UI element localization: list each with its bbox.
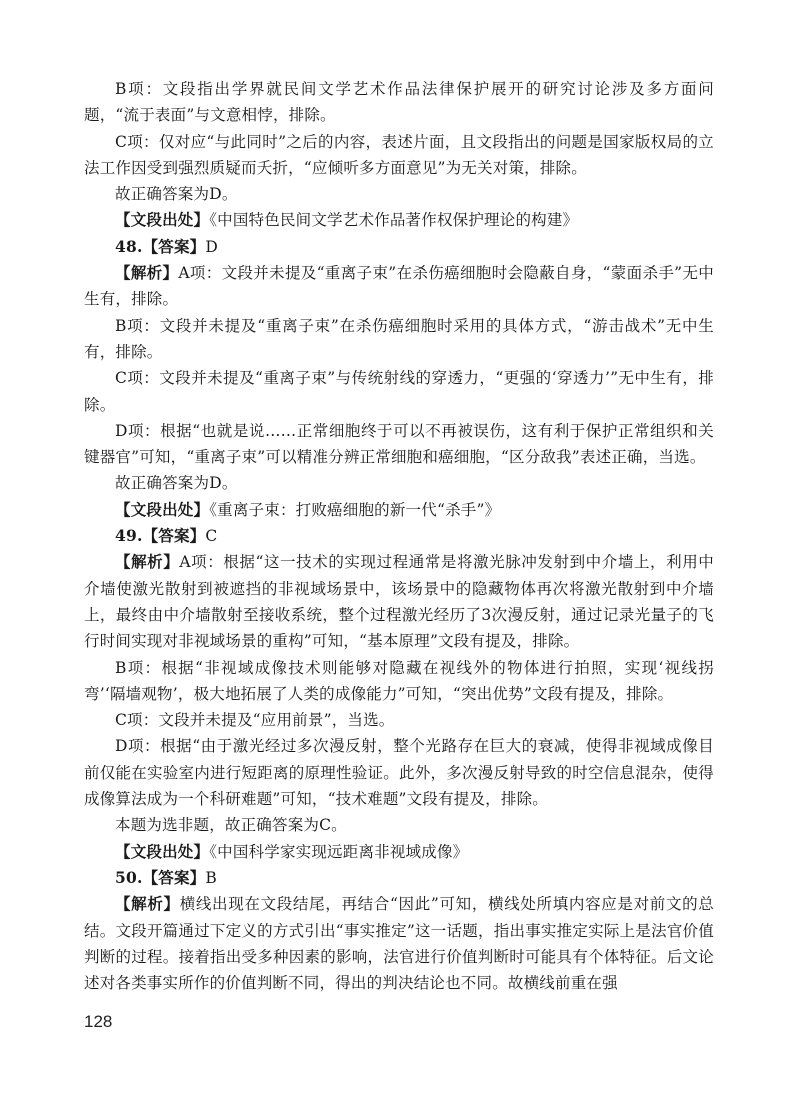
source-tag: 【文段出处】 <box>115 841 210 861</box>
paragraph: B项：文段并未提及“重离子束”在杀伤癌细胞时采用的具体方式，“游击战术”无中生有，排除。 <box>84 316 714 361</box>
analysis-text: A项：文段并未提及“重离子束”在杀伤癌细胞时会隐蔽自身，“蒙面杀手”无中生有，排除。 <box>84 264 714 309</box>
answer-line <box>84 234 714 260</box>
answer-value: C <box>205 527 218 546</box>
answer-tag: 50.【答案】 <box>115 867 206 887</box>
source-tag: 【文段出处】 <box>115 210 210 230</box>
analysis-text: 横线出现在文段结尾，再结合“因此”可知，横线处所填内容应是对前文的总结。文段开篇通过下定义的方式引出“事实推定”这一话题，指出事实推定实际上是法官价值判断的过程。接着指出受多种因素的影响，法官进行价值判断时可能具有个体特征。后文论述对各类事实所作的价值判断不同，得出的判决结论也不同。故横线前重在强 <box>84 895 714 993</box>
analysis-text: A项：根据“这一技术的实现过程通常是将激光脉冲发射到中介墙上，利用中介墙使激光散射到被遮挡的非视域场景中，该场景中的隐藏物体再次将激光散射到中介墙上，最终由中介墙散射至接收系统，整个过程激光经历了3次漫反射，通过记录光量子的飞行时间实现对非视域场景的重构”可知，“基本原理”文段有提及，排除。 <box>84 553 714 651</box>
paragraph: C项：文段并未提及“重离子束”与传统射线的穿透力，“更强的‘穿透力’”无中生有，排除。 <box>84 369 714 414</box>
answer-tag: 48.【答案】 <box>115 236 206 256</box>
answer-value: D <box>205 237 219 256</box>
document-page <box>84 76 714 996</box>
paragraph: C项：仅对应“与此同时”之后的内容，表述片面，且文段指出的问题是国家版权局的立法工作因受到强烈质疑而夭折，“应倾听多方面意见”为无关对策，排除。 <box>84 132 714 177</box>
analysis-paragraph <box>84 549 714 654</box>
paragraph: 故正确答案为D。 <box>115 474 238 493</box>
answer-value: B <box>205 868 217 887</box>
paragraph: C项：文段并未提及“应用前景”，当选。 <box>115 711 395 730</box>
source-title: 《中国科学家实现远距离非视域成像》 <box>209 842 469 861</box>
paragraph: D项：根据“也就是说……正常细胞终于可以不再被误伤，这有利于保护正常组织和关键器官”可知，“重离子束”可以精准分辨正常细胞和癌细胞，“区分敌我”表述正确，当选。 <box>84 421 714 467</box>
source-line <box>84 839 714 865</box>
source-line <box>84 497 714 523</box>
page-number: 128 <box>84 1012 113 1031</box>
answer-line <box>84 865 714 891</box>
analysis-paragraph <box>84 260 714 313</box>
analysis-tag: 【解析】 <box>115 894 180 914</box>
paragraph: 本题为选非题，故正确答案为C。 <box>115 816 347 835</box>
source-tag: 【文段出处】 <box>115 499 210 519</box>
paragraph: D项：根据“由于激光经过多次漫反射，整个光路存在巨大的衰减，使得非视域成像目前仅能在实验室内进行短距离的原理性验证。此外，多次漫反射导致的时空信息混杂，使得成像算法成为一个科研难题”可知，“技术难题”文段有提及，排除。 <box>84 737 714 809</box>
source-line <box>84 207 714 233</box>
source-title: 《重离子束：打败癌细胞的新一代“杀手”》 <box>209 500 501 519</box>
answer-line <box>84 523 714 549</box>
paragraph: B项：文段指出学界就民间文学艺术作品法律保护展开的研究讨论涉及多方面问题，“流于表面”与文意相悖，排除。 <box>84 80 714 125</box>
source-title: 《中国特色民间文学艺术作品著作权保护理论的构建》 <box>209 211 579 230</box>
analysis-tag: 【解析】 <box>115 263 179 283</box>
paragraph: B项：根据“非视域成像技术则能够对隐藏在视线外的物体进行拍照，实现‘视线拐弯’‘隔墙观物’，极大地拓展了人类的成像能力”可知，“突出优势”文段有提及，排除。 <box>84 658 714 703</box>
paragraph: 故正确答案为D。 <box>115 185 238 204</box>
answer-tag: 49.【答案】 <box>115 526 206 546</box>
analysis-tag: 【解析】 <box>115 552 180 572</box>
analysis-paragraph <box>84 891 714 996</box>
